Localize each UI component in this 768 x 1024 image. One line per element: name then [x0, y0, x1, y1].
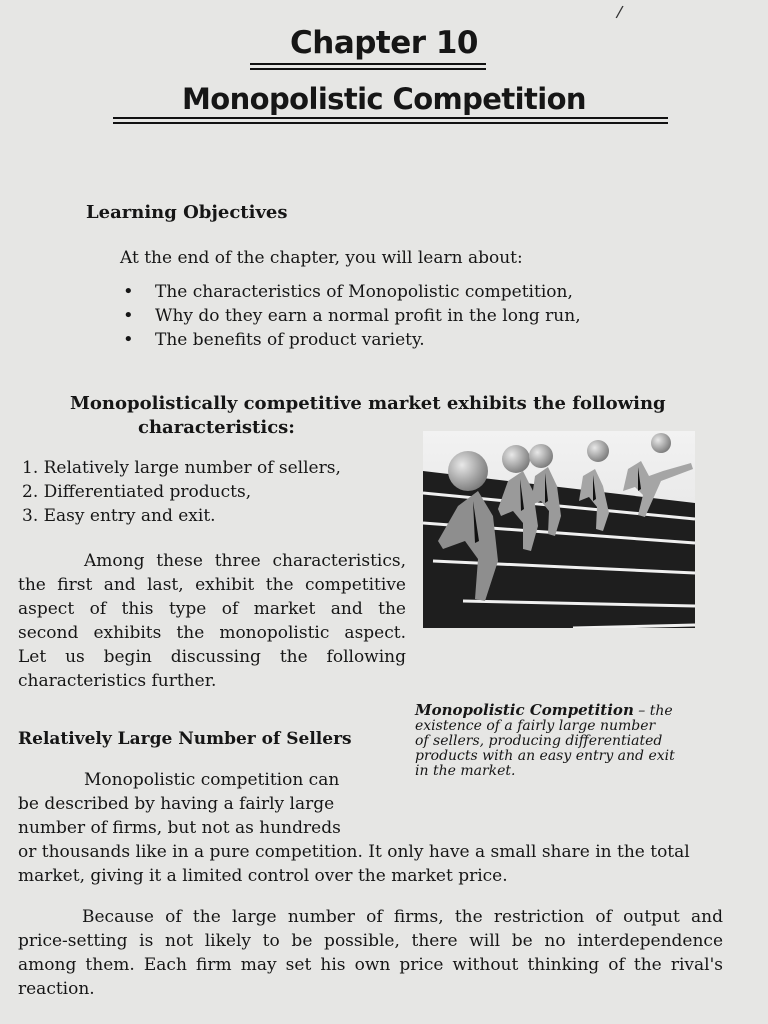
definition-line: of sellers, producing differentiated	[415, 733, 663, 749]
list-item: • The characteristics of Monopolistic competition,	[118, 280, 581, 304]
chapter-underline-2	[250, 68, 486, 70]
text-line: or thousands like in a pure competition. It only have a small share in the total	[18, 842, 690, 862]
runner-figures-illustration	[423, 431, 695, 628]
definition-term: Monopolistic Competition	[415, 701, 634, 719]
text-line: aspect of this type of market and the	[18, 599, 406, 619]
definition-line: in the market.	[415, 763, 516, 779]
chapter-underline	[250, 63, 486, 65]
text-line: among them. Each firm may set his own price without thinking of the rival's	[18, 955, 723, 975]
text-line: number of firms, but not as hundreds	[18, 818, 341, 838]
text-line: be described by having a fairly large	[18, 794, 335, 814]
text-line: market, giving it a limited control over the market price.	[18, 866, 508, 886]
text-line: reaction.	[18, 979, 95, 999]
list-item: 1. Relatively large number of sellers,	[22, 458, 341, 478]
margin-mark: /	[615, 1, 625, 22]
heading-line: characteristics:	[138, 417, 295, 438]
learning-objectives-intro: At the end of the chapter, you will learn about:	[120, 248, 523, 268]
sellers-paragraph	[18, 768, 723, 888]
text-line: Monopolistic competition can	[84, 770, 340, 790]
text-line: Let us begin discussing the following	[18, 647, 406, 667]
list-item: 2. Differentiated products,	[22, 482, 252, 502]
characteristics-paragraph	[18, 549, 406, 693]
learning-objectives-list	[118, 280, 581, 352]
title-underline-2	[113, 122, 668, 124]
definition-line: products with an easy entry and exit	[415, 748, 675, 764]
text-line: Because of the large number of firms, the restriction of output and	[82, 907, 723, 927]
definition-line: existence of a fairly large number	[415, 718, 656, 734]
heading-line: Monopolistically competitive market exhibits the following	[70, 393, 666, 414]
interdependence-paragraph	[18, 905, 723, 1001]
learning-objectives-heading: Learning Objectives	[86, 202, 288, 223]
sellers-heading: Relatively Large Number of Sellers	[18, 729, 352, 749]
characteristics-list	[22, 456, 341, 528]
definition-line	[415, 703, 707, 719]
list-item: • Why do they earn a normal profit in the long run,	[118, 304, 581, 328]
text-line: the first and last, exhibit the competitive	[18, 575, 406, 595]
chapter-title: Monopolistic Competition	[182, 82, 586, 116]
chapter-label: Chapter 10	[290, 25, 478, 61]
title-underline	[113, 117, 668, 119]
text-line: Among these three characteristics,	[84, 551, 406, 571]
list-item: 3. Easy entry and exit.	[22, 506, 216, 526]
text-line: price-setting is not likely to be possible, there will be no interdependence	[18, 931, 723, 951]
text-line: characteristics further.	[18, 671, 217, 691]
list-item: • The benefits of product variety.	[118, 328, 581, 352]
text-line: second exhibits the monopolistic aspect.	[18, 623, 406, 643]
definition-text: – the	[633, 703, 673, 719]
